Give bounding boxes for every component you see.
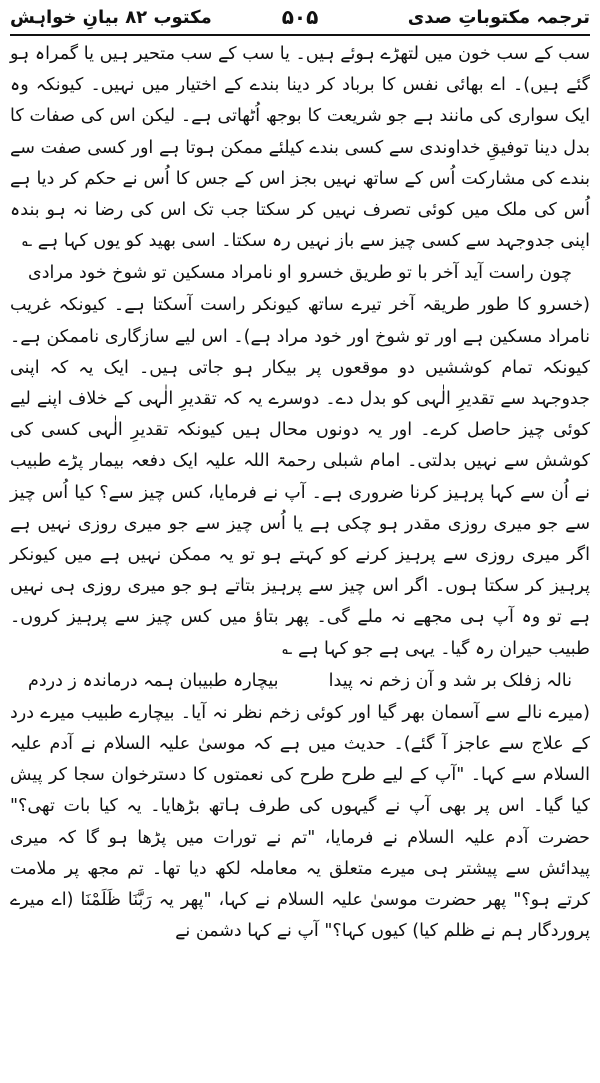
verse-couplet xyxy=(10,257,590,290)
letter-heading: مکتوب ۸۲ بیانِ خواہش xyxy=(10,6,212,28)
verse-right-hemistich: چون راست آید آخر با تو طریق خسرو xyxy=(299,263,572,284)
page-number: ۵۰۵ xyxy=(281,5,319,29)
paragraph: سب کے سب خون میں لتھڑے ہوئے ہیں۔ یا سب کے سب متحیر ہیں یا گمراہ ہو گئے ہیں)۔ اے بھائی نفس کا برباد کر دینا بندے کے اختیار میں نہیں۔ کیونکہ وہ ایک سواری کی مانند ہے جو شریعت کا بوجھ اُٹھاتی ہے۔ لیکن اس کی صفات کا بدل دینا توفیقِ خداوندی سے کسی بندے کیلئے ممکن ہوتا ہے اور کسی صفت سے بندے کی مشارکت اُس کے ساتھ نہیں بجز اس کے جس کا اُس نے حکم کر دیا ہے اُس کی ملک میں کوئی تصرف نہیں کر سکتا جب تک اس کی رضا نہ ہو بندہ اپنی جدوجہد سے کسی چیز سے باز نہیں رہ سکتا۔ اسی بھید کو یوں کہا ہے ؎ xyxy=(10,44,590,252)
page-header xyxy=(10,0,590,36)
paragraph: (خسرو کا طور طریقہ آخر تیرے ساتھ کیونکر راست آسکتا ہے۔ کیونکہ غریب نامراد مسکین ہے اور تو شوخ اور خود مراد ہے)۔ اس لیے سازگاری ناممکن ہے۔ کیونکہ تمام کوششیں دو موقعوں پر بیکار ہو جاتی ہیں۔ ایک یہ کہ اپنی جدوجہد سے تقدیرِ الٰہی کو بدل دے۔ دوسرے یہ کہ تقدیرِ الٰہی کے خلاف اپنے لیے کوئی چیز حاصل کرے۔ اور یہ دونوں محال ہیں کیونکہ تقدیرِ الٰہی کسی کی کوشش سے نہیں بدلتی۔ امام شبلی رحمۃ اللہ علیہ ایک دفعہ بیمار پڑے طبیب نے اُن سے کہا پرہیز کرنا ضروری ہے۔ آپ نے فرمایا، کس چیز سے؟ کیا اُس چیز سے جو میری روزی مقدر ہو چکی ہے یا اُس چیز سے جو میری روزی نہیں ہے اگر میری روزی سے پرہیز کرنے کو کہتے ہو تو یہ ممکن نہیں ہے میں کیونکر پرہیز کر سکتا ہوں۔ اگر اس چیز سے پرہیز بتاتے ہو جو میری روزی ہی نہیں ہے تو وہ آپ ہی مجھے نہ ملے گی۔ پھر بتاؤ میں کس چیز سے پرہیز کروں۔ طبیب حیران رہ گیا۔ یہی ہے جو کہا ہے ؎ xyxy=(10,295,590,659)
verse-right-hemistich: نالہ زفلک بر شد و آن زخم نہ پیدا xyxy=(328,670,572,691)
book-title: ترجمہ مکتوباتِ صدی xyxy=(407,6,590,28)
verse-left-hemistich: او نامراد مسکین تو شوخ خود مرادی xyxy=(28,263,292,284)
verse-left-hemistich: بیچارہ طبیبان ہمہ درماندہ ز دردم xyxy=(28,670,279,691)
paragraph: (میرے نالے سے آسمان بھر گیا اور کوئی زخم نظر نہ آیا۔ بیچارے طبیب میرے درد کے علاج سے عاجز آ گئے)۔ حدیث میں ہے کہ موسیٰ علیہ السلام نے آدم علیہ السلام سے کہا۔ "آپ کے لیے طرح طرح کی نعمتوں کا دسترخوان سجا کر پیش کیا گیا۔ اس پر بھی آپ نے گیہوں کی طرف ہاتھ بڑھایا۔ یہ کیا بات تھی؟" حضرت آدم علیہ السلام نے فرمایا، "تم نے تورات میں پڑھا ہو گا کہ میری پیدائش سے پیشتر ہی میرے متعلق یہ معاملہ لکھ دیا تھا۔ تم مجھ پر ملامت کرتے ہو؟" پھر حضرت موسیٰ علیہ السلام نے کہا، "پھر یہ رَبَّنَا ظَلَمْنَا (اے میرے پروردگار ہم نے ظلم کیا) کیوں کہا؟" آپ نے کہا دشمن نے xyxy=(10,702,590,942)
verse-couplet xyxy=(10,665,590,698)
page-body xyxy=(10,36,590,947)
